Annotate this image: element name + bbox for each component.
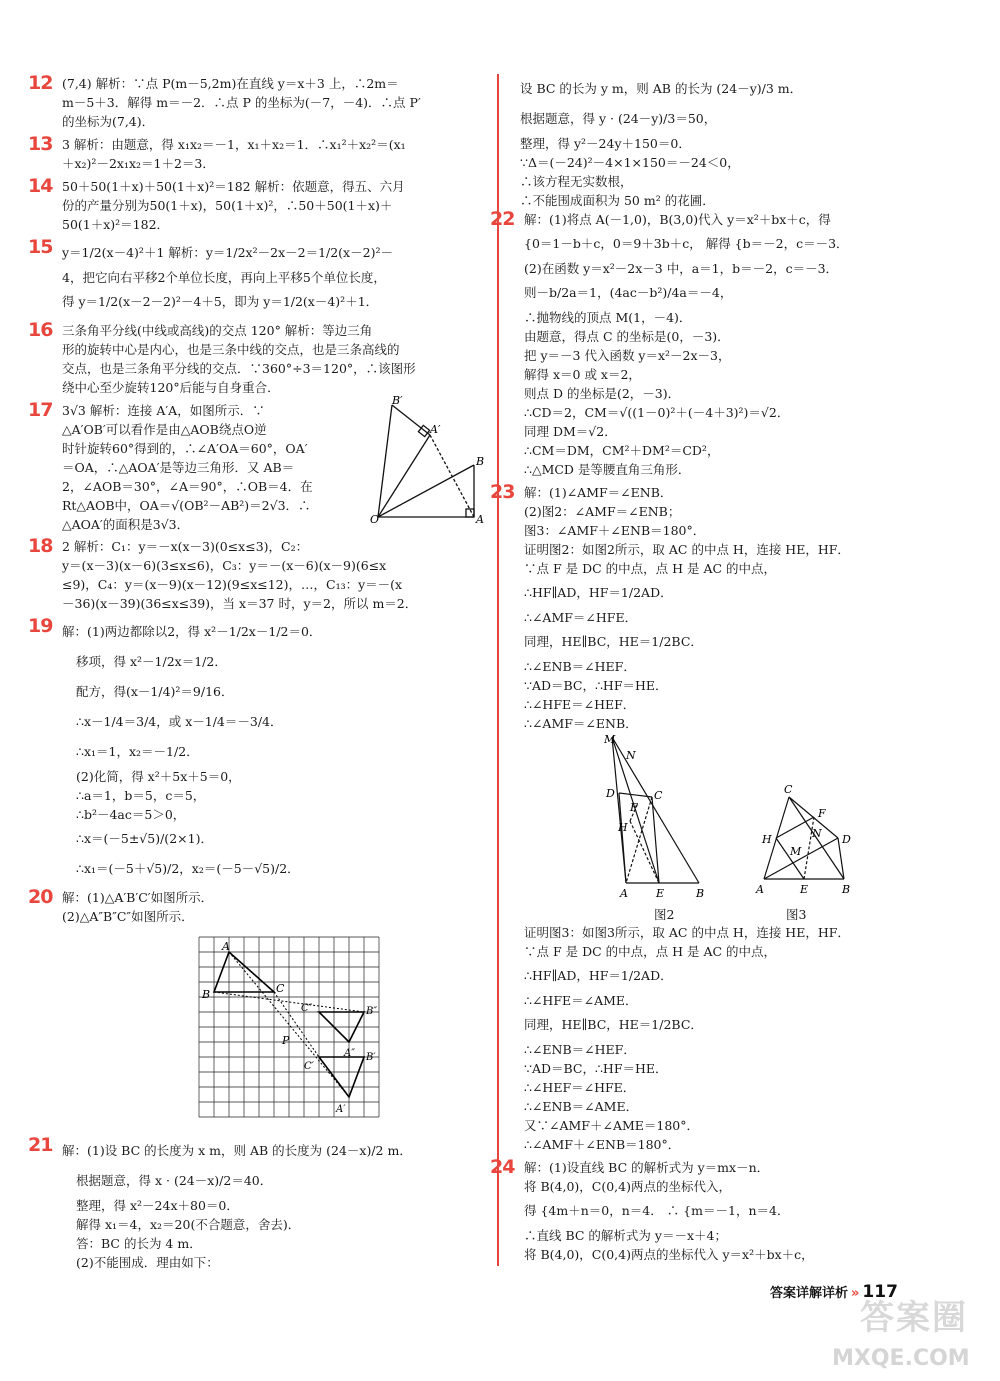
svg-text:B: B	[842, 883, 851, 896]
answer-line: 则－b/2a＝1，(4ac－b²)/4a＝－4，	[524, 285, 733, 300]
grid-rotation-figure	[194, 932, 394, 1122]
answer-14	[28, 175, 486, 234]
footer-label: 答案详解详析	[770, 1286, 849, 1301]
question-number: 16	[28, 319, 53, 341]
answer-line: 证明图3：如图3所示，取 AC 的中点 H，连接 HE，HF．	[524, 925, 850, 940]
answer-line: 4，把它向右平移2个单位长度，再向上平移5个单位长度，	[62, 270, 386, 285]
answer-line: ∴∠ENB＝∠HEF．	[524, 659, 636, 674]
svg-text:B: B	[202, 988, 211, 1001]
answer-line: (2)化简，得 x²＋5x＋5＝0，	[76, 769, 241, 784]
answer-line: (7,4) 解析：∵点 P(m－5,2m)在直线 y＝x＋3 上，∴2m＝	[62, 76, 399, 91]
answer-line: ∵点 F 是 DC 的中点，点 H 是 AC 的中点，	[524, 944, 777, 959]
answer-line: ∴∠HFE＝∠HEF．	[524, 697, 636, 712]
svg-text:C: C	[276, 982, 285, 995]
svg-text:D: D	[606, 787, 615, 800]
watermark-url: MXQE.COM	[832, 1346, 970, 1371]
question-number: 13	[28, 133, 53, 155]
answer-19	[28, 615, 486, 884]
answer-line: 同理 DM＝√2．	[524, 424, 617, 439]
figure-2-caption: 图2	[654, 907, 675, 922]
svg-text:A: A	[756, 883, 764, 896]
svg-text:A′: A′	[430, 423, 441, 436]
answer-line: ∴△MCD 是等腰直角三角形．	[524, 462, 691, 477]
svg-text:C″: C″	[301, 1003, 313, 1014]
answer-line: ∴抛物线的顶点 M(1，－4)．	[524, 310, 692, 325]
svg-text:E: E	[656, 887, 665, 900]
answer-line: 解：(1)△A′B′C′如图所示．	[62, 890, 214, 905]
answer-line: ∴CD＝2，CM＝√((1－0)²＋(－4＋3)²)＝√2．	[524, 405, 790, 420]
answer-line: 把 y＝－3 代入函数 y＝x²－2x－3，	[524, 348, 731, 363]
answer-15	[28, 236, 486, 317]
answer-line: 绕中心至少旋转120°后能与自身重合．	[62, 380, 280, 395]
answer-line: ∴∠HFE＝∠AME．	[524, 993, 638, 1008]
answer-line: 整理，得 y²－24y＋150＝0．	[520, 136, 691, 151]
answer-line: 设 BC 的长为 y m，则 AB 的长为 (24－y)/3 m．	[520, 81, 803, 96]
question-number: 14	[28, 175, 53, 197]
answer-line: △AOA′的面积是3√3．	[62, 517, 190, 532]
answer-line: △A′OB′可以看作是由△AOB绕点O逆	[62, 422, 267, 437]
question-number: 18	[28, 535, 53, 557]
answer-line: ∴该方程无实数根，	[520, 174, 633, 189]
watermark-logo: 答案圈	[860, 1298, 968, 1338]
answer-13	[28, 133, 486, 173]
svg-text:M: M	[790, 845, 802, 858]
answer-line: ∴∠AMF＝∠ENB．	[524, 716, 638, 731]
answer-line: ∴x₁＝1，x₂＝－1/2．	[76, 744, 199, 759]
answer-24	[490, 1156, 960, 1264]
answer-line: 解得 x₁＝4，x₂＝20(不合题意，舍去)．	[76, 1217, 301, 1232]
right-column	[490, 74, 960, 1268]
answer-line: ∴∠ENB＝∠HEF．	[524, 1042, 636, 1057]
answer-line: ∴不能围成面积为 50 m² 的花圃．	[520, 193, 715, 208]
answer-line: ∵AD＝BC，∴HF＝HE．	[524, 1061, 668, 1076]
answer-line: 份的产量分别为50(1＋x)，50(1＋x)²，∴50＋50(1＋x)＋	[62, 198, 393, 213]
svg-text:H: H	[762, 833, 772, 846]
answer-line: ∴∠AMF＝∠HFE．	[524, 610, 638, 625]
question-number: 24	[490, 1156, 515, 1178]
answer-line: ∵Δ＝(－24)²－4×1×150＝－24＜0，	[520, 155, 740, 170]
answer-line: ∴∠AMF＋∠ENB＝180°．	[524, 1137, 681, 1152]
answer-line: ≤9)，C₄：y＝(x－9)(x－12)(9≤x≤12)，…，C₁₃：y＝－(x	[62, 577, 403, 592]
left-column	[28, 72, 486, 1276]
answer-line: 三条角平分线(中线或高线)的交点 120° 解析：等边三角	[62, 323, 373, 338]
answer-line: 整理，得 x²－24x＋80＝0．	[76, 1198, 239, 1213]
svg-text:A: A	[222, 940, 230, 953]
answer-line: －36)(x－39)(36≤x≤39)，当 x＝37 时，y＝2，所以 m＝2．	[62, 596, 418, 611]
question-number: 21	[28, 1134, 53, 1156]
svg-text:A″: A″	[344, 1048, 355, 1059]
svg-text:C: C	[654, 789, 663, 802]
answer-line: 的坐标为(7,4)．	[62, 114, 155, 129]
answer-line: 则点 D 的坐标是(2，－3)．	[524, 386, 681, 401]
answer-20	[28, 886, 486, 1132]
answer-line: 解：(1)将点 A(－1,0)，B(3,0)代入 y＝x²＋bx＋c，得	[524, 212, 831, 227]
answer-17	[28, 395, 486, 533]
answer-line: {0＝1－b＋c，0＝9＋3b＋c， 解得 {b＝－2，c＝－3．	[524, 236, 849, 251]
svg-text:B′: B′	[366, 1052, 376, 1063]
svg-text:B: B	[476, 455, 485, 468]
svg-text:F: F	[630, 801, 638, 814]
answer-line: 50＋50(1＋x)＋50(1＋x)²＝182 解析：依题意，得五、六月	[62, 179, 405, 194]
figure-2	[604, 733, 724, 903]
answer-line: 同理，HE∥BC，HE＝1/2BC．	[524, 1017, 703, 1032]
answer-line: ∵AD＝BC，∴HF＝HE．	[524, 678, 668, 693]
answer-line: ∴CM＝DM，CM²＋DM²＝CD²，	[524, 443, 720, 458]
answer-line: 50(1＋x)²＝182．	[62, 217, 170, 232]
column-divider	[497, 74, 499, 1266]
svg-text:A′: A′	[336, 1104, 346, 1115]
answer-line: (2)在函数 y＝x²－2x－3 中，a＝1，b＝－2，c＝－3．	[524, 261, 839, 276]
answer-line: 解：(1)设直线 BC 的解析式为 y＝mx－n．	[524, 1160, 770, 1175]
answer-line: 得 y＝1/2(x－2－2)²－4＋5，即为 y＝1/2(x－4)²＋1．	[62, 294, 379, 309]
question-number: 23	[490, 481, 515, 503]
answer-line: m－5＋3．解得 m＝－2．∴点 P 的坐标为(－7，－4)．∴点 P′	[62, 95, 421, 110]
svg-text:E: E	[800, 883, 809, 896]
answer-line: 将 B(4,0)，C(0,4)两点的坐标代入，	[524, 1179, 731, 1194]
answer-21	[28, 1134, 486, 1272]
answer-line: 证明图2：如图2所示，取 AC 的中点 H，连接 HE，HF．	[524, 542, 850, 557]
answer-line: ＝OA，∴△AOA′是等边三角形．又 AB＝	[62, 460, 295, 475]
answer-line: 交点，也是三条角平分线的交点．∵360°÷3＝120°，∴该图形	[62, 361, 416, 376]
answer-line: 答：BC 的长为 4 m．	[76, 1236, 202, 1251]
question-number: 12	[28, 72, 53, 94]
svg-text:D: D	[842, 833, 851, 846]
answer-line: 得 {4m＋n＝0，n＝4． ∴ {m＝－1，n＝4．	[524, 1203, 790, 1218]
answer-line: ＋x₂)²－2x₁x₂＝1＋2＝3．	[62, 156, 215, 171]
answer-line: ∴∠HEF＝∠HFE．	[524, 1080, 636, 1095]
svg-text:F: F	[818, 807, 826, 820]
answer-23	[490, 481, 960, 1154]
svg-text:B′: B′	[392, 395, 403, 407]
answer-line: Rt△AOB中，OA＝√(OB²－AB²)＝2√3．∴	[62, 498, 311, 513]
answer-line: 3 解析：由题意，得 x₁x₂＝－1，x₁＋x₂＝1．∴x₁²＋x₂²＝(x₁	[62, 137, 406, 152]
svg-text:B: B	[696, 887, 705, 900]
answer-line: ∴∠ENB＝∠AME．	[524, 1099, 639, 1114]
answer-line: 移项，得 x²－1/2x＝1/2．	[76, 654, 227, 669]
answer-line: ∴x₁＝(－5＋√5)/2，x₂＝(－5－√5)/2．	[76, 861, 300, 876]
svg-text:N: N	[812, 827, 822, 840]
svg-text:A: A	[620, 887, 628, 900]
answer-line: ∴x＝(－5±√5)/(2×1)．	[76, 831, 213, 846]
answer-line: 解：(1)∠AMF＝∠ENB．	[524, 485, 673, 500]
svg-text:N: N	[626, 749, 636, 762]
svg-text:C′: C′	[304, 1061, 314, 1072]
answer-18	[28, 535, 486, 613]
answer-line: 同理，HE∥BC，HE＝1/2BC．	[524, 634, 703, 649]
answer-line: 2，∠AOB＝30°，∠A＝90°，∴OB＝4．在	[62, 479, 313, 494]
svg-text:B″: B″	[366, 1006, 378, 1017]
svg-text:C: C	[784, 783, 793, 796]
answer-12	[28, 72, 486, 131]
answer-line: 又∵∠AMF＋∠AME＝180°．	[524, 1118, 700, 1133]
answer-line: (2)不能围成．理由如下：	[76, 1255, 219, 1270]
svg-text:M: M	[604, 733, 616, 746]
answer-line: ∴HF∥AD，HF＝1/2AD．	[524, 968, 673, 983]
svg-text:O: O	[370, 513, 380, 525]
answer-line: ∵点 F 是 DC 的中点，点 H 是 AC 的中点，	[524, 561, 777, 576]
figure-3	[754, 783, 864, 903]
answer-line: 由题意，得点 C 的坐标是(0，－3)．	[524, 329, 730, 344]
svg-text:H: H	[618, 821, 628, 834]
answer-line: y＝1/2(x－4)²＋1 解析：y＝1/2x²－2x－2＝1/2(x－2)²－	[62, 245, 393, 260]
answer-line: ∴直线 BC 的解析式为 y＝－x＋4；	[524, 1228, 727, 1243]
page-number: 117	[862, 1282, 898, 1302]
question-number: 17	[28, 399, 53, 421]
answer-line: 根据题意，得 y · (24－y)/3＝50，	[520, 111, 717, 126]
answer-line: 解得 x＝0 或 x＝2，	[524, 367, 641, 382]
answer-line: 时针旋转60°得到的，∴∠A′OA＝60°，OA′	[62, 441, 308, 456]
answer-line: ∴HF∥AD，HF＝1/2AD．	[524, 585, 673, 600]
answer-22	[490, 208, 960, 479]
answer-line: ∴a＝1，b＝5，c＝5，	[76, 788, 206, 803]
answer-line: (2)△A″B″C″如图所示．	[62, 909, 194, 924]
question-number: 15	[28, 236, 53, 258]
answer-line: 配方，得(x－1/4)²＝9/16．	[76, 684, 234, 699]
answer-line: 3√3 解析：连接 A′A，如图所示．∵	[62, 403, 265, 418]
double-arrow-icon: »	[851, 1286, 860, 1301]
answer-line: ∴b²－4ac＝5＞0，	[76, 807, 186, 822]
answer-line: ∴x－1/4＝3/4，或 x－1/4＝－3/4．	[76, 714, 283, 729]
answer-16	[28, 319, 486, 397]
answer-line: 形的旋转中心是内心，也是三条中线的交点，也是三条高线的	[62, 342, 400, 357]
question-number: 22	[490, 208, 515, 230]
answer-line: 2 解析：C₁：y＝－x(x－3)(0≤x≤3)，C₂：	[62, 539, 309, 554]
question-number: 20	[28, 886, 53, 908]
svg-text:A: A	[476, 513, 484, 525]
question-number: 19	[28, 615, 53, 637]
figures-row	[524, 733, 960, 923]
answer-line: 解：(1)设 BC 的长度为 x m，则 AB 的长度为 (24－x)/2 m．	[62, 1143, 412, 1158]
rotation-triangle-figure	[370, 395, 490, 525]
figure-3-caption: 图3	[786, 907, 807, 922]
answer-line: (2)图2：∠AMF＝∠ENB；	[524, 504, 681, 519]
answer-line: y＝(x－3)(x－6)(3≤x≤6)，C₃：y＝－(x－6)(x－9)(6≤x	[62, 558, 387, 573]
svg-text:P: P	[282, 1034, 290, 1047]
answer-line: 将 B(4,0)，C(0,4)两点的坐标代入 y＝x²＋bx＋c，	[524, 1247, 814, 1262]
answer-line: 根据题意，得 x · (24－x)/2＝40．	[76, 1173, 273, 1188]
answer-line: 图3：∠AMF＋∠ENB＝180°．	[524, 523, 706, 538]
answer-line: 解：(1)两边都除以2，得 x²－1/2x－1/2＝0．	[62, 624, 322, 639]
